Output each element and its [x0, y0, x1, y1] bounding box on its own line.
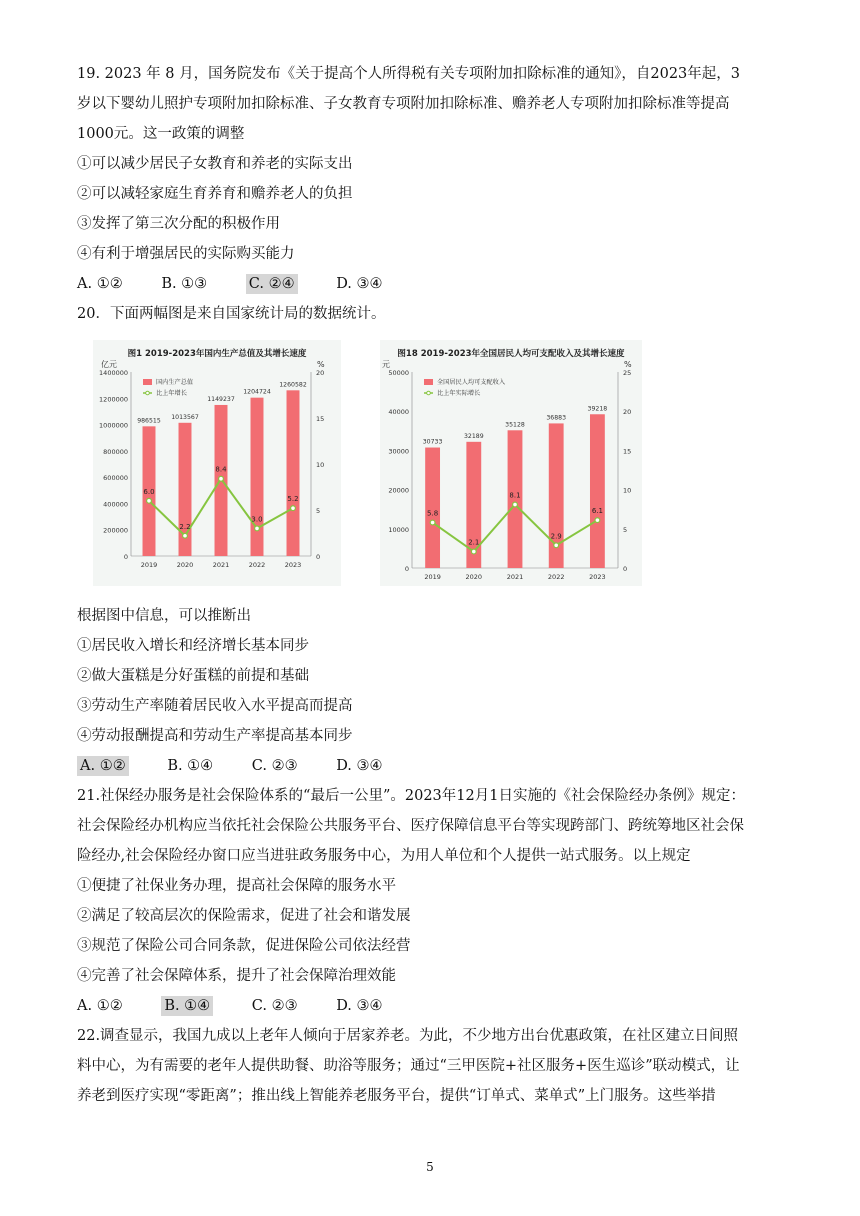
q21-option-c[interactable]: C. ②③: [251, 998, 298, 1014]
growth-value-label: 8.4: [215, 465, 227, 474]
y-axis-label: 亿元: [101, 360, 117, 369]
bar-value-label: 39218: [587, 405, 608, 413]
y2-tick-label: 20: [623, 408, 632, 417]
q20-lead: 根据图中信息，可以推断出: [77, 608, 251, 624]
growth-point: [471, 549, 476, 554]
y-tick-label: 800000: [103, 447, 128, 456]
y-tick-label: 40000: [388, 408, 409, 417]
bar-value-label: 1204724: [243, 388, 271, 396]
q21-item-2: ②满足了较高层次的保险需求，促进了社会和谐发展: [77, 908, 411, 924]
legend-bar-swatch: [143, 379, 152, 385]
q22-stem-line-3: 养老到医疗实现“零距离”；推出线上智能养老服务平台，提供“订单式、菜单式”上门服务。这些举措: [77, 1088, 716, 1104]
y-tick-label: 50000: [388, 369, 409, 377]
x-tick-label: 2021: [212, 561, 230, 569]
legend-line-label: 比上年增长: [156, 390, 187, 397]
q21-options: [77, 996, 417, 1016]
chart-title: 图18 2019-2023年全国居民人均可支配收入及其增长速度: [397, 349, 625, 359]
y2-tick-label: 10: [623, 486, 632, 495]
income-chart: [380, 340, 642, 586]
y2-axis-label: %: [317, 360, 325, 369]
growth-value-label: 5.2: [287, 495, 299, 504]
x-tick-label: 2023: [284, 561, 302, 569]
growth-point: [255, 526, 260, 531]
growth-point: [219, 476, 224, 481]
q19-item-3: ③发挥了第三次分配的积极作用: [77, 216, 280, 232]
bar-value-label: 35128: [505, 421, 525, 429]
q19-item-1: ①可以减少居民子女教育和养老的实际支出: [77, 156, 353, 172]
income-chart-svg: [380, 340, 642, 586]
legend-line-label: 比上年实际增长: [437, 390, 481, 397]
y-tick-label: 0: [123, 553, 128, 561]
y-tick-label: 0: [404, 565, 409, 573]
y-tick-label: 20000: [388, 486, 409, 495]
y2-tick-label: 15: [623, 447, 632, 456]
q19-options: [77, 274, 417, 294]
legend-line-marker: [427, 391, 431, 395]
growth-value-label: 8.1: [509, 491, 521, 500]
q20-item-2: ②做大蛋糕是分好蛋糕的前提和基础: [77, 668, 309, 684]
legend-bar-label: 国内生产总值: [156, 379, 194, 386]
y2-tick-label: 5: [623, 525, 628, 534]
q20-stem: 20．下面两幅图是来自国家统计局的数据统计。: [77, 306, 386, 322]
q19-stem-line-2: 岁以下婴幼儿照护专项附加扣除标准、子女教育专项附加扣除标准、赡养老人专项附加扣除标准等提高: [77, 96, 730, 112]
bar: [251, 398, 264, 556]
y2-tick-label: 5: [316, 507, 321, 515]
x-tick-label: 2022: [248, 561, 266, 569]
y2-tick-label: 25: [623, 369, 632, 377]
q21-stem-line-3: 险经办,社会保险经办窗口应当进驻政务服务中心，为用人单位和个人提供一站式服务。以上规定: [77, 848, 691, 864]
x-tick-label: 2023: [589, 573, 606, 581]
bar: [287, 390, 300, 556]
y-axis-label: 元: [382, 360, 390, 369]
growth-value-label: 5.8: [427, 509, 439, 518]
q19-option-c[interactable]: C. ②④: [246, 274, 298, 294]
bar: [425, 448, 440, 568]
y-tick-label: 30000: [388, 447, 409, 456]
q19-stem-line-3: 1000元。这一政策的调整: [77, 126, 245, 142]
q21-option-d[interactable]: D. ③④: [336, 998, 383, 1014]
growth-point: [183, 533, 188, 538]
q19-item-4: ④有利于增强居民的实际购买能力: [77, 246, 295, 262]
growth-point: [595, 518, 600, 523]
y2-tick-label: 0: [623, 565, 628, 573]
x-tick-label: 2019: [140, 561, 158, 569]
q19-item-2: ②可以减轻家庭生育养育和赡养老人的负担: [77, 186, 353, 202]
q20-item-4: ④劳动报酬提高和劳动生产率提高基本同步: [77, 728, 353, 744]
y-tick-label: 600000: [103, 474, 128, 483]
growth-value-label: 2.2: [179, 522, 191, 531]
bar-value-label: 986515: [137, 417, 161, 425]
bar-value-label: 32189: [463, 432, 484, 440]
y2-tick-label: 10: [316, 461, 325, 469]
q19-option-d[interactable]: D. ③④: [336, 276, 383, 292]
legend-line-marker: [146, 391, 150, 395]
growth-point: [430, 520, 435, 525]
legend-bar-swatch: [424, 379, 433, 385]
q21-stem-line-1: 21.社保经办服务是社会保险体系的“最后一公里”。2023年12月1日实施的《社会保险经办条例》规定：: [77, 788, 745, 804]
y2-axis-label: %: [624, 360, 632, 369]
growth-value-label: 6.1: [591, 507, 603, 516]
gdp-chart: [93, 340, 341, 586]
bar-value-label: 30733: [422, 438, 443, 446]
q22-stem-line-2: 料中心，为有需要的老年人提供助餐、助浴等服务；通过“三甲医院+社区服务+医生巡诊”联动模式，让: [77, 1058, 740, 1074]
x-tick-label: 2020: [176, 561, 194, 569]
y2-tick-label: 0: [316, 553, 321, 561]
y-tick-label: 1200000: [99, 395, 128, 404]
y2-tick-label: 20: [316, 369, 325, 377]
bar-value-label: 1013567: [171, 413, 199, 421]
q20-option-a[interactable]: A. ①②: [77, 756, 129, 776]
y2-tick-label: 15: [316, 415, 325, 423]
growth-value-label: 6.0: [143, 487, 155, 496]
q21-option-a[interactable]: A. ①②: [77, 998, 123, 1014]
q20-item-3: ③劳动生产率随着居民收入水平提高而提高: [77, 698, 353, 714]
q21-item-3: ③规范了保险公司合同条款，促进保险公司依法经营: [77, 938, 411, 954]
q20-item-1: ①居民收入增长和经济增长基本同步: [77, 638, 309, 654]
y-tick-label: 200000: [103, 526, 128, 535]
chart-title: 图1 2019-2023年国内生产总值及其增长速度: [127, 349, 307, 359]
q19-option-a[interactable]: A. ①②: [77, 276, 123, 292]
gdp-chart-svg: [93, 340, 341, 586]
legend-bar-label: 全国居民人均可支配收入: [437, 379, 506, 386]
y-tick-label: 1400000: [99, 369, 128, 377]
q20-option-d[interactable]: D. ③④: [336, 758, 383, 774]
growth-value-label: 3.0: [251, 515, 263, 524]
growth-value-label: 2.9: [550, 532, 562, 541]
y-tick-label: 1000000: [99, 421, 128, 430]
bar-value-label: 1149237: [207, 395, 235, 403]
q19-stem-line-1: 19. 2023 年 8 月，国务院发布《关于提高个人所得税有关专项附加扣除标准的通知》，自2023年起，3: [77, 66, 740, 82]
q21-option-b[interactable]: B. ①④: [161, 996, 213, 1016]
bar: [590, 414, 605, 568]
bar-value-label: 36883: [546, 414, 567, 422]
bar-value-label: 1260582: [279, 381, 307, 389]
y-tick-label: 400000: [103, 500, 128, 509]
x-tick-label: 2021: [506, 573, 524, 581]
q22-stem-line-1: 22.调查显示，我国九成以上老年人倾向于居家养老。为此，不少地方出台优惠政策，在社区建立日间照: [77, 1028, 739, 1044]
growth-value-label: 2.1: [468, 538, 480, 547]
q21-item-1: ①便捷了社保业务办理，提高社会保障的服务水平: [77, 878, 396, 894]
q20-options: [77, 756, 417, 776]
q21-item-4: ④完善了社会保障体系，提升了社会保障治理效能: [77, 968, 396, 984]
growth-point: [291, 506, 296, 511]
growth-point: [554, 543, 559, 548]
growth-point: [513, 502, 518, 507]
x-tick-label: 2022: [547, 573, 565, 581]
q19-option-b[interactable]: B. ①③: [161, 276, 208, 292]
x-tick-label: 2020: [465, 573, 483, 581]
growth-point: [147, 498, 152, 503]
y-tick-label: 10000: [388, 525, 409, 534]
q20-option-b[interactable]: B. ①④: [167, 758, 214, 774]
q21-stem-line-2: 社会保险经办机构应当依托社会保险公共服务平台、医疗保障信息平台等实现跨部门、跨统筹地区社会保: [77, 818, 744, 834]
q20-option-c[interactable]: C. ②③: [251, 758, 298, 774]
page-number: 5: [426, 1160, 434, 1174]
x-tick-label: 2019: [424, 573, 441, 581]
